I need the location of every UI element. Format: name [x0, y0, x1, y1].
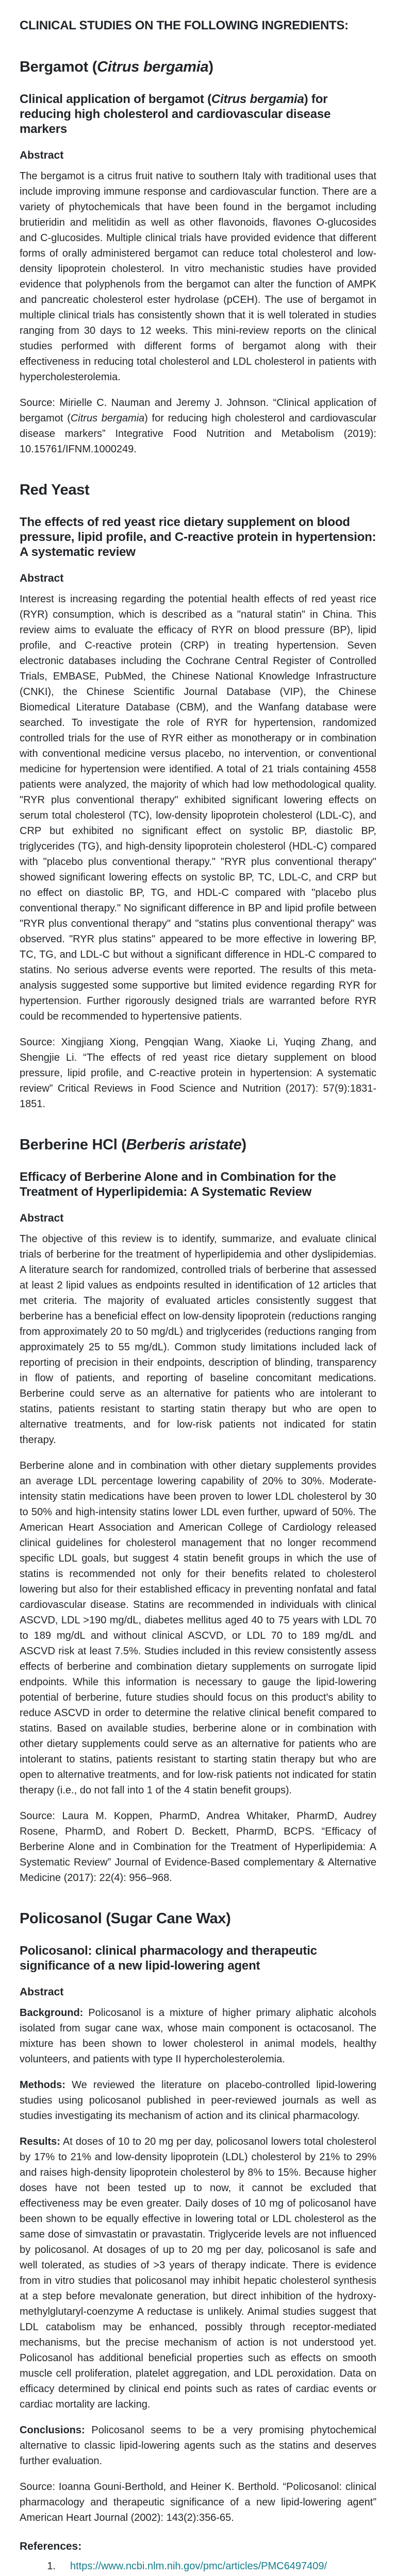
- abstract-paragraph-conclusions: Conclusions: Policosanol seems to be a very promising phytochemical alternative to classic lipid-lowering agents such as the statins and deserves further evaluation.: [20, 2425, 376, 2467]
- section-red-yeast: [20, 481, 376, 1112]
- ingredient-heading-bergamot: Bergamot (Citrus bergamia): [20, 59, 213, 75]
- reference-link[interactable]: [70, 2574, 267, 2576]
- study-title-berberine: Efficacy of Berberine Alone and in Combination for the Treatment of Hyperlipidemia: A Systematic Review: [20, 1170, 336, 1199]
- section-bergamot: [20, 58, 376, 457]
- section-berberine: [20, 1136, 376, 1886]
- source-citation: Source: Laura M. Koppen, PharmD, Andrea Whitaker, PharmD, Audrey Rosene, PharmD, and Robert D. Beckett, PharmD, BCPS. “Efficacy of Berberine Alone and in Combination for the Treatment of Hyperlipidemia: A Systematic Review” Journal of Evidence-Based complementary & Alternative Medicine (2017): 22(4): 956–968.: [20, 1810, 376, 1884]
- abstract-label: Abstract: [20, 1986, 64, 1998]
- ingredient-heading-berberine: Berberine HCl (Berberis aristate): [20, 1137, 246, 1153]
- abstract-paragraph-methods: Methods: We reviewed the literature on placebo-controlled lipid-lowering studies using policosanol published in peer-reviewed journals as well as studies investigating its mechanism of action and its clinical pharmacology.: [20, 2079, 376, 2122]
- abstract-paragraph: Interest is increasing regarding the potential health effects of red yeast rice (RYR) consumption, which is described as a "natural statin" in China. This review aims to evaluate the efficacy of RYR on blood pressure (BP), lipid profile, and C-reactive protein (CRP) in treating hypertension. Seven electronic databases including the Cochrane Central Register of Controlled Trials, EMBASE, PubMed, the Chinese National Knowledge Infrastructure (CNKI), the Chinese Scientific Journal Database (VIP), the Chinese Biomedical Literature Database (CBM), and the Wanfang database were searched. To investigate the role of RYR for hypertension, randomized controlled trials for the use of RYR either as monotherapy or in combination with conventional medicine versus placebo, no intervention, or conventional medicine for hypertension were identified. A total of 21 trials containing 4558 patients were analyzed, the majority of which had low methodological quality. "RYR plus conventional therapy" exhibited significant lowering effects on serum total cholesterol (TC), low-density lipoprotein cholesterol (LDL-C), and CRP but exhibited no significant effect on systolic BP, diastolic BP, triglycerides (TG), and high-density lipoprotein cholesterol (HDL-C) compared with "placebo plus conventional therapy." "RYR plus conventional therapy" showed significant lowering effects on systolic BP, TC, LDL-C, and CRP but no effect on diastolic BP, TG, and HDL-C compared with "placebo plus conventional therapy." No significant difference in BP and lipid profile between "RYR plus conventional therapy" and "statins plus conventional therapy" was observed. "RYR plus statins" appeared to be more effective in lowering BP, TC, TG, and LDL-C but without a significant difference in HDL-C compared to statins. No serious adverse events were reported. The results of this meta-analysis suggested some supportive but limited evidence regarding RYR for hypertension. Further rigorously designed trials are warranted before RYR could be recommended to hypertensive patients.: [20, 594, 376, 1022]
- reference-item: [20, 2558, 376, 2574]
- abstract-paragraph: The objective of this review is to identify, summarize, and evaluate clinical trials of berberine for the treatment of hyperlipidemia and other dyslipidemias. A literature search for randomized, controlled trials of berberine that assessed at least 2 lipid values as endpoints resulted in identification of 12 articles that met criteria. The majority of evaluated articles consistently suggest that berberine has a beneficial effect on low-density lipoprotein (reductions ranging from approximately 20 to 50 mg/dL) and triglycerides (reductions ranging from approximately 25 to 55 mg/dL). Common study limitations included lack of reporting of precision in their endpoints, description of blinding, transparency in flow of patients, and reporting of baseline concomitant medications. Berberine could serve as an alternative for patients who are intolerant to statins, patients resistant to starting statin therapy but who are open to alternative treatments, and for low-risk patients not indicated for statin therapy.: [20, 1233, 376, 1446]
- source-citation: Source: Ioanna Gouni-Berthold, and Heiner K. Berthold. “Policosanol: clinical pharmacology and therapeutic significance of a new lipid-lowering agent” American Heart Journal (2002): 143(2):356-65.: [20, 2481, 376, 2523]
- source-citation: Source: Mirielle C. Nauman and Jeremy J. Johnson. “Clinical application of bergamot (Citrus bergamia) for reducing high cholesterol and cardiovascular disease markers” Integrative Food Nutrition and Metabolism (2019): 10.15761/IFNM.1000249.: [20, 397, 376, 455]
- page-title: CLINICAL STUDIES ON THE FOLLOWING INGREDIENTS:: [20, 19, 349, 32]
- reference-number: 1.: [47, 2561, 56, 2572]
- abstract-paragraph: Berberine alone and in combination with other dietary supplements provides an average LDL percentage lowering capability of 20% to 30%. Moderate-intensity statin medications have been proven to lower LDL cholesterol by 30 to 50% and high-intensity statins lower LDL even further, upward of 50%. The American Heart Association and American College of Cardiology released clinical guidelines for cholesterol management that no longer recommend specific LDL goals, but suggest 4 statin benefit groups in which the use of statins is recommended not only for their benefits related to cholesterol lowering but also for their established efficacy in preventing nonfatal and fatal cardiovascular disease. Statins are recommended in individuals with clinical ASCVD, LDL >190 mg/dL, diabetes mellitus aged 40 to 75 years with LDL 70 to 189 mg/dL and without clinical ASCVD, or LDL 70 to 189 mg/dL and ASCVD risk at least 7.5%. Studies included in this review consistently assess effects of berberine and combination dietary supplements on surrogate lipid endpoints. While this information is necessary to gauge the lipid-lowering potential of berberine, future studies should focus on this product's ability to reduce ASCVD in order to determine the relative clinical benefit compared to statins. Based on available studies, berberine alone or in combination with other dietary supplements could serve as an alternative for patients who are intolerant to statins, patients resistant to starting statin therapy but who are open to alternative treatments, and for low-risk patients not indicated for statin therapy (i.e., do not fall into 1 of the 4 statin benefit groups).: [20, 1460, 376, 1796]
- reference-list: [20, 2558, 376, 2576]
- abstract-paragraph: The bergamot is a citrus fruit native to southern Italy with traditional uses that include improving immune response and cardiovascular function. There are a variety of phytochemicals that have been found in the bergamot including brutieridin and melitidin as well as other flavonoids, flavones O-glucosides and C-glucosides. Multiple clinical trials have provided evidence that different forms of orally administered bergamot can reduce total cholesterol and low-density lipoprotein cholesterol. In vitro mechanistic studies have provided evidence that polyphenols from the bergamot can alter the function of AMPK and pancreatic cholesterol ester hydrolase (pCEH). The use of bergamot in multiple clinical trials has consistently shown that it is well tolerated in studies ranging from 30 days to 12 weeks. This mini-review reports on the clinical studies performed with different forms of bergamot along with their effectiveness in reducing total cholesterol and LDL cholesterol in patients with hypercholesterolemia.: [20, 171, 376, 383]
- section-policosanol: [20, 1909, 376, 2526]
- abstract-label: Abstract: [20, 572, 64, 584]
- abstract-label: Abstract: [20, 1212, 64, 1224]
- reference-link[interactable]: https://www.ncbi.nlm.nih.gov/pmc/articles/PMC6497409/: [70, 2561, 327, 2572]
- reference-item: [20, 2574, 376, 2576]
- reference-number: [20, 2574, 66, 2576]
- source-citation: Source: Xingjiang Xiong, Pengqian Wang, Xiaoke Li, Yuqing Zhang, and Shengjie Li. “The effects of red yeast rice dietary supplement on blood pressure, lipid profile, and C-reactive protein in hypertension: A systematic review” Critical Reviews in Food Science and Nutrition (2017): 57(9):1831-1851.: [20, 1037, 376, 1110]
- study-title-red-yeast: The effects of red yeast rice dietary supplement on blood pressure, lipid profile, and C-reactive protein in hypertension: A systematic review: [20, 515, 376, 559]
- abstract-label: Abstract: [20, 149, 64, 161]
- ingredient-heading-policosanol: Policosanol (Sugar Cane Wax): [20, 1910, 231, 1927]
- references-label: References:: [20, 2540, 82, 2552]
- study-title-policosanol: Policosanol: clinical pharmacology and therapeutic significance of a new lipid-lowering agent: [20, 1944, 317, 1973]
- ingredient-heading-red-yeast: Red Yeast: [20, 482, 90, 498]
- study-title-bergamot: Clinical application of bergamot (Citrus bergamia) for reducing high cholesterol and cardiovascular disease markers: [20, 92, 331, 136]
- abstract-paragraph-results: Results: At doses of 10 to 20 mg per day, policosanol lowers total cholesterol by 17% to 21% and low-density lipoprotein (LDL) cholesterol by 21% to 29% and raises high-density lipoprotein cholesterol by 8% to 15%. Because higher doses have not been tested up to now, it cannot be excluded that effectiveness may be even greater. Daily doses of 10 mg of policosanol have been shown to be equally effective in lowering total or LDL cholesterol as the same dose of simvastatin or pravastatin. Triglyceride levels are not influenced by policosanol. At dosages of up to 20 mg per day, policosanol is safe and well tolerated, as studies of >3 years of therapy indicate. There is evidence from in vitro studies that policosanol may inhibit hepatic cholesterol synthesis at a step before mevalonate generation, but direct inhibition of the hydroxy-methylglutaryl-coenzyme A reductase is unlikely. Animal studies suggest that LDL catabolism may be enhanced, possibly through receptor-mediated mechanisms, but the precise mechanism of action is not understood yet. Policosanol has additional beneficial properties such as effects on smooth muscle cell proliferation, platelet aggregation, and LDL peroxidation. Data on efficacy determined by clinical end points such as rates of cardiac events or cardiac mortality are lacking.: [20, 2136, 376, 2410]
- references-section: [20, 2540, 376, 2576]
- abstract-paragraph-background: Background: Policosanol is a mixture of higher primary aliphatic alcohols isolated from sugar cane wax, whose main component is octacosanol. The mixture has been shown to lower cholesterol in animal models, healthy volunteers, and patients with type II hypercholesterolemia.: [20, 2007, 376, 2065]
